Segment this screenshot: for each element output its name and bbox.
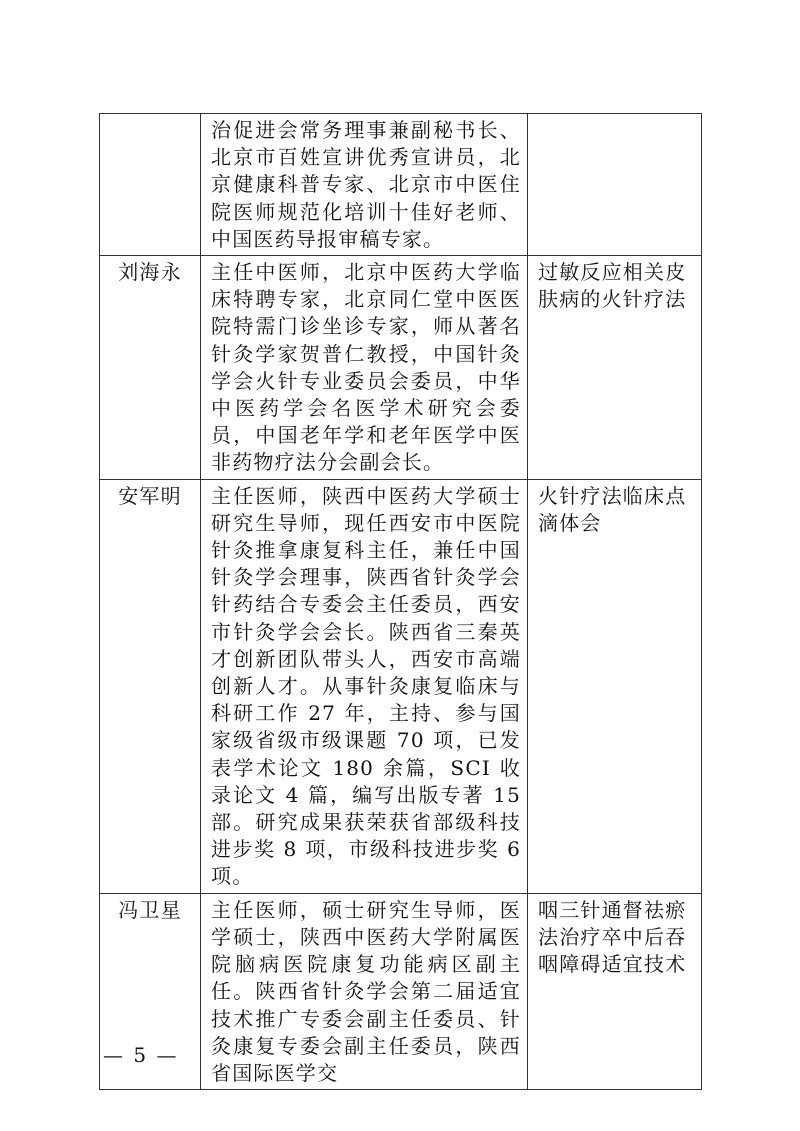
- expert-table: [99, 113, 702, 1090]
- expert-name: 安军明: [100, 479, 201, 893]
- table-row: [100, 256, 702, 480]
- lecture-topic: 咽三针通督祛瘀法治疗卒中后吞咽障碍适宜技术: [528, 893, 702, 1089]
- table-row: [100, 893, 702, 1089]
- expert-name: [100, 114, 201, 256]
- table-row: [100, 479, 702, 893]
- table-row: [100, 114, 702, 256]
- page-number: — 5 —: [103, 1043, 179, 1067]
- lecture-topic: 火针疗法临床点滴体会: [528, 479, 702, 893]
- expert-bio: 主任医师，硕士研究生导师，医学硕士，陕西中医药大学附属医院脑病医院康复功能病区副主任。陕西省针灸学会第二届适宜技术推广专委会副主任委员、针灸康复专委会副主任委员，陕西省国际医学交: [201, 893, 528, 1089]
- lecture-topic: 过敏反应相关皮肤病的火针疗法: [528, 256, 702, 480]
- expert-bio: 主任中医师，北京中医药大学临床特聘专家，北京同仁堂中医医院特需门诊坐诊专家，师从著名针灸学家贺普仁教授，中国针灸学会火针专业委员会委员，中华中医药学会名医学术研究会委员，中国老年学和老年医学中医非药物疗法分会副会长。: [201, 256, 528, 480]
- lecture-topic: [528, 114, 702, 256]
- expert-name: 刘海永: [100, 256, 201, 480]
- expert-name: 冯卫星: [100, 893, 201, 1089]
- expert-bio: 治促进会常务理事兼副秘书长、北京市百姓宣讲优秀宣讲员，北京健康科普专家、北京市中医住院医师规范化培训十佳好老师、中国医药导报审稿专家。: [201, 114, 528, 256]
- expert-bio: 主任医师，陕西中医药大学硕士研究生导师，现任西安市中医院针灸推拿康复科主任，兼任中国针灸学会理事，陕西省针灸学会针药结合专委会主任委员，西安市针灸学会会长。陕西省三秦英才创新团队带头人，西安市高端创新人才。从事针灸康复临床与科研工作 27 年，主持、参与国家级省级市级课题 70 项，已发表学术论文 180 余篇，SCI 收录论文 4 篇，编写出版专著 15 部。研究成果获荣获省部级科技进步奖 8 项，市级科技进步奖 6 项。: [201, 479, 528, 893]
